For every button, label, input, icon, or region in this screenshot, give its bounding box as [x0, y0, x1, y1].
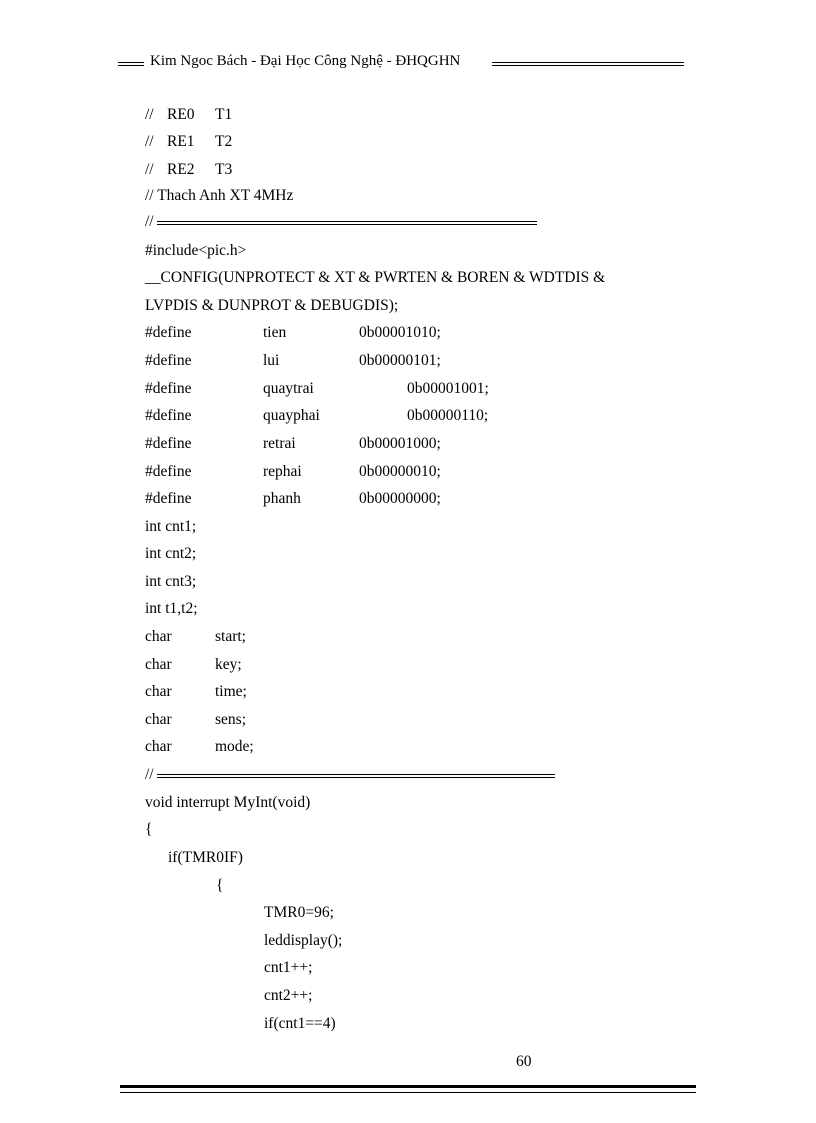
code-line: { [145, 821, 153, 838]
code-line: TMR0=96; [264, 904, 334, 921]
int-decl: int cnt3; [145, 573, 197, 590]
footer-rule [120, 1085, 696, 1093]
separator-rule [157, 774, 555, 778]
code-line: if(cnt1==4) [264, 1015, 336, 1032]
int-decl: int cnt2; [145, 545, 197, 562]
page-header [118, 52, 684, 74]
header-rule-right [492, 62, 684, 66]
separator-rule [157, 221, 537, 225]
code-line: cnt1++; [264, 959, 313, 976]
code-line: { [216, 877, 224, 894]
code-line: // Thach Anh XT 4MHz [145, 187, 294, 204]
separator-comment: // [145, 212, 545, 232]
header-rule-left [118, 62, 144, 66]
function-signature: void interrupt MyInt(void) [145, 794, 311, 811]
code-line: LVPDIS & DUNPROT & DEBUGDIS); [145, 297, 399, 314]
separator-comment: // [145, 765, 565, 785]
code-line: __CONFIG(UNPROTECT & XT & PWRTEN & BOREN & WDTDIS & [145, 269, 606, 286]
code-line: cnt2++; [264, 987, 313, 1004]
code-line: #include<pic.h> [145, 242, 247, 259]
int-decl: int cnt1; [145, 518, 197, 535]
code-line: if(TMR0IF) [168, 849, 243, 866]
page-number: 60 [516, 1053, 532, 1070]
header-text: Kim Ngoc Bách - Đại Học Công Nghệ - ĐHQGHN [150, 53, 461, 69]
int-decl: int t1,t2; [145, 600, 198, 617]
code-line: leddisplay(); [264, 932, 343, 949]
